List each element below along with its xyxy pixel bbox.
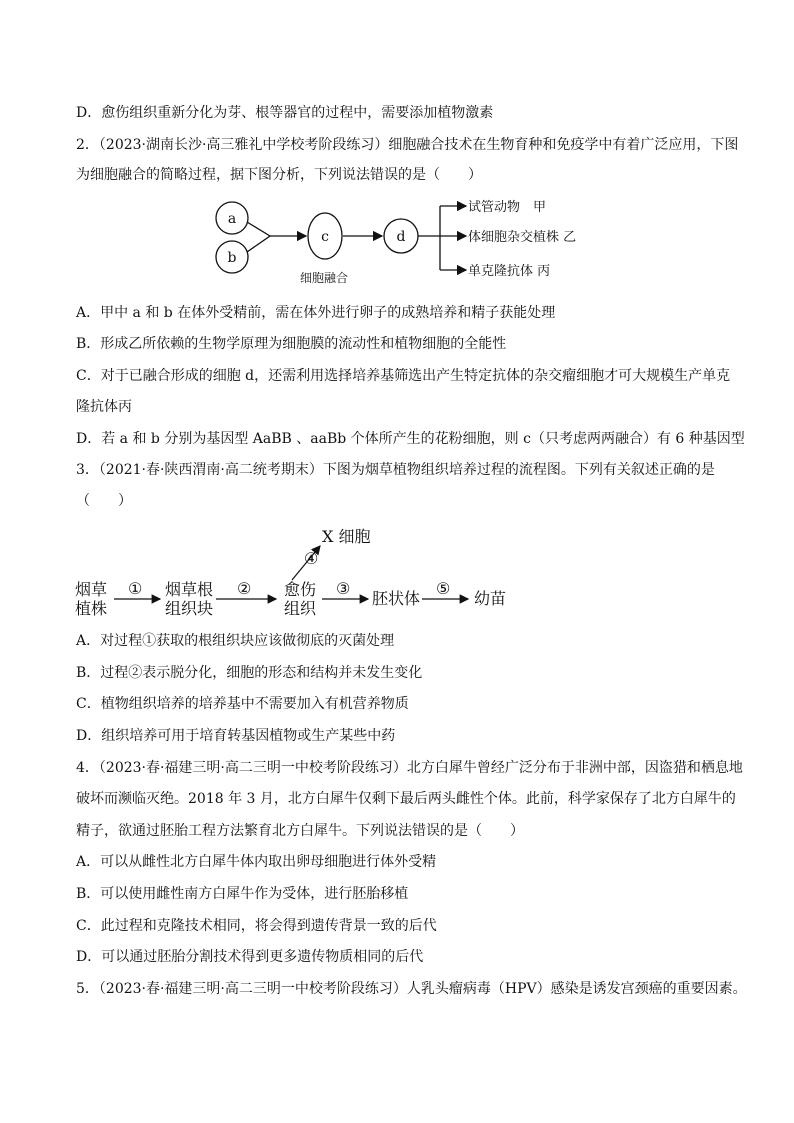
- question-4-stem: 4．（2023·春·福建三明·高二三明一中校考阶段练习）北方白犀牛曾经广泛分布于非洲中部，因盗猎和栖息地: [76, 760, 743, 776]
- step-2-label: ②: [237, 579, 252, 598]
- cell-d-label: d: [396, 229, 406, 245]
- option-2a: A．甲中 a 和 b 在体外受精前，需在体外进行卵子的成熟培养和精子获能处理: [76, 305, 556, 321]
- node-tobacco-1: 烟草: [75, 580, 108, 599]
- fusion-bracket: [247, 222, 270, 252]
- question-3-stem: 3．（2021·春·陕西渭南·高二统考期末）下图为烟草植物组织培养过程的流程图。下列有关叙述正确的是: [76, 462, 715, 478]
- node-root-1: 烟草根: [165, 580, 214, 599]
- node-callus-1: 愈伤: [284, 580, 317, 599]
- output-3: 单克隆抗体 丙: [468, 264, 551, 279]
- option-3a: A．对过程①获取的根组织块应该做彻底的灭菌处理: [76, 633, 395, 649]
- step-5-label: ⑤: [436, 579, 451, 598]
- option-4b: B．可以使用雌性南方白犀牛作为受体，进行胚胎移植: [76, 886, 409, 902]
- question-4-stem-cont-1: 破坏而濒临灭绝。2018 年 3 月，北方白犀牛仅剩下最后两头雌性个体。此前，科学家保存了北方白犀牛的: [76, 791, 736, 807]
- tissue-culture-diagram: [70, 522, 520, 622]
- option-2c-cont: 隆抗体丙: [76, 399, 132, 415]
- step-3-label: ③: [336, 579, 351, 598]
- cell-b-label: b: [227, 250, 237, 266]
- option-4a: A．可以从雌性北方白犀牛体内取出卵母细胞进行体外受精: [76, 854, 437, 870]
- option-2c: C．对于已融合形成的细胞 d，还需利用选择培养基筛选出产生特定抗体的杂交瘤细胞才可大规模生产单克: [76, 368, 731, 384]
- option-4c: C．此过程和克隆技术相同，将会得到遗传背景一致的后代: [76, 918, 437, 934]
- question-4-stem-cont-2: 精子，欲通过胚胎工程方法繁育北方白犀牛。下列说法错误的是（ ）: [76, 823, 524, 839]
- question-5-stem: 5．（2023·春·福建三明·高二三明一中校考阶段练习）人乳头瘤病毒（HPV）感染是诱发宫颈癌的重要因素。: [76, 981, 747, 997]
- output-1: 试管动物 甲: [468, 200, 547, 215]
- option-3c: C．植物组织培养的培养基中不需要加入有机营养物质: [76, 696, 409, 712]
- cell-c-label: c: [321, 229, 329, 245]
- node-tobacco-2: 植株: [75, 599, 108, 618]
- line-1: D．愈伤组织重新分化为芽、根等器官的过程中，需要添加植物激素: [76, 105, 494, 121]
- cell-fusion-diagram: [210, 194, 600, 294]
- question-3-stem-cont: （ ）: [76, 493, 132, 509]
- option-2d: D．若 a 和 b 分别为基因型 AaBB 、aaBb 个体所产生的花粉细胞，则 c（只考虑两两融合）有 6 种基因型: [76, 431, 745, 447]
- node-root-2: 组织块: [165, 599, 214, 618]
- node-callus-2: 组织: [284, 599, 317, 618]
- output-2: 体细胞杂交植株 乙: [468, 230, 577, 245]
- option-3d: D．组织培养可用于培育转基因植物或生产某些中药: [76, 728, 396, 744]
- node-x-cell: X 细胞: [322, 527, 371, 546]
- question-2-stem-cont: 为细胞融合的简略过程，据下图分析，下列说法错误的是（ ）: [76, 167, 482, 183]
- node-seedling: 幼苗: [474, 589, 507, 608]
- option-3b: B．过程②表示脱分化，细胞的形态和结构并未发生变化: [76, 665, 423, 681]
- question-2-stem: 2．（2023·湖南长沙·高三雅礼中学校考阶段练习）细胞融合技术在生物育种和免疫学中有着广泛应用，下图: [76, 137, 739, 153]
- option-2b: B．形成乙所依赖的生物学原理为细胞膜的流动性和植物细胞的全能性: [76, 336, 507, 352]
- fusion-label: 细胞融合: [299, 271, 349, 285]
- cell-a-label: a: [227, 211, 237, 227]
- node-embryoid: 胚状体: [372, 589, 421, 608]
- step-4-label: ④: [304, 549, 319, 568]
- option-4d: D．可以通过胚胎分割技术得到更多遗传物质相同的后代: [76, 949, 424, 965]
- step-1-label: ①: [128, 579, 143, 598]
